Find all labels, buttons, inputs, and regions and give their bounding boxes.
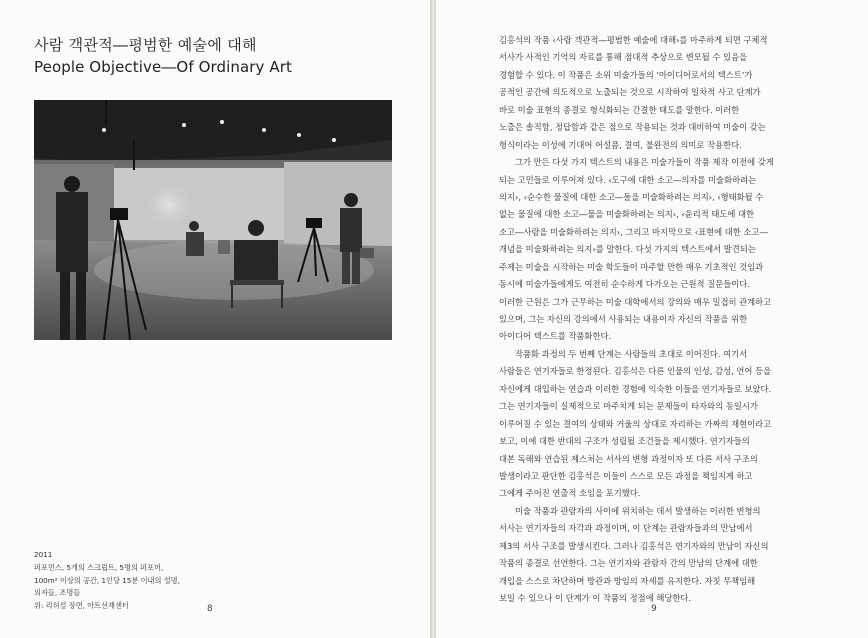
text-line: 없는 물질에 대한 소고―물을 미술화하려는 의지›, ‹윤리적 태도에 대한 [499, 209, 755, 220]
text-line: 서사는 연기자들의 자각과 과정이며, 이 단계는 관람자들과의 만남에서 [499, 523, 753, 534]
caption-line: 100m² 이상의 공간, 1인당 15분 이내의 설명, [34, 575, 180, 585]
photo-caption [34, 549, 180, 613]
page-number: 9 [651, 604, 657, 614]
text-line: 미술 작품과 관람자의 사이에 위치하는 데서 발생하는 이러한 변형의 [515, 505, 761, 516]
text-line: 형식이라는 이성에 기대어 어설픔, 결여, 불완전의 의미로 작용한다. [499, 139, 742, 150]
caption-year: 2011 [34, 550, 53, 559]
text-line: 발생이라고 판단한 김홍석은 이들이 스스로 모든 과정을 책임지게 하고 [499, 470, 753, 481]
text-line: 소고―사람을 미술화하려는 의지›, 그리고 마지막으로 ‹표현에 대한 소고― [499, 226, 768, 237]
text-line: 공적인 공간에 의도적으로 노출되는 것으로 시작하여 일차적 사고 단계가 [499, 87, 761, 98]
text-line: 되는 고민들로 이루어져 있다. ‹도구에 대한 소고―의자를 미술화하려는 [499, 174, 757, 185]
text-line: 그가 만든 다섯 가지 텍스트의 내용은 미술가들이 작품 제작 이전에 갖게 [515, 157, 774, 168]
caption-line: 퍼포먼스, 5개의 스크립트, 5명의 퍼포머, [34, 562, 164, 572]
text-line: 작품의 종결로 선언한다. 그는 연기자와 관람자 간의 만남의 단계에 대한 [499, 558, 758, 569]
text-line: 동시에 미술가들에게도 여전히 순수하게 다가오는 근원적 질문들이다. [499, 279, 750, 290]
text-line: 이루어질 수 있는 결여의 상태와 거울의 상대로 자리하는 가짜의 재현이라고 [499, 418, 772, 429]
text-line: 그에게 주어진 연출적 소임을 포기했다. [499, 488, 641, 499]
text-line: 김홍석의 작품 ‹사람 객관적―평범한 예술에 대해›를 마주하게 되면 구체적 [499, 35, 768, 45]
text-line: 보일 수 있으나 이 단계가 이 작품의 정점에 해당한다. [499, 593, 692, 603]
text-line: 있으며, 그는 자신의 강의에서 사용되는 내용이자 자신의 작품을 위한 [499, 314, 748, 324]
text-line: 바로 미술 표현의 종결로 형식화되는 간결한 태도를 말한다. 이러한 [499, 104, 740, 115]
text-line: 의지›, ‹순수한 물질에 대한 소고―돌을 미술화하려는 의지›, ‹형태화될 수 [499, 191, 764, 202]
title-english: People Objective―Of Ordinary Art [34, 58, 293, 76]
text-line: 작품화 과정의 두 번째 단계는 사람들의 초대로 이어진다. 여기서 [515, 348, 748, 359]
text-line: 자신에게 대입하는 연습과 이러한 경험에 익숙한 이들을 연기자들로 보았다. [499, 383, 772, 394]
text-line: 제3의 서사 구조를 발생시킨다. 그러나 김홍석은 연기자와의 만남이 자신의 [499, 540, 769, 551]
text-line: 서사가 사적인 기억의 자료를 통해 점대적 추상으로 변모될 수 있음을 [499, 52, 748, 63]
performance-photo [34, 100, 392, 340]
text-line: 개입을 스스로 차단하며 방관과 방임의 자세를 유지한다. 자칫 무책임해 [499, 575, 756, 586]
page-number: 8 [207, 604, 213, 614]
text-line: 이러한 근원은 그가 근무하는 미술 대학에서의 강의와 매우 밀접히 관계하고 [499, 296, 772, 307]
left-page [0, 0, 430, 638]
text-line: 아이디어 텍스트를 작품화한다. [499, 331, 612, 342]
caption-line: 위: 리허설 장면, 아트선재센터 [34, 601, 129, 611]
text-line: 주제는 미술을 시작하는 미술 학도들이 마주할 만한 매우 기초적인 것임과 [499, 261, 764, 272]
text-line: 개념을 미술화하려는 의지›를 말한다. 다섯 가지의 텍스트에서 발견되는 [499, 244, 756, 255]
text-line: 대본 독해와 연습된 제스처는 서사의 변형 과정이자 또 다른 서사 구조의 [499, 453, 758, 464]
text-line: 그는 연기자들이 실제적으로 마주치게 되는 문제들이 타자와의 동일시가 [499, 401, 758, 412]
text-line: 노출은 솔직함, 정답함과 같은 점으로 작용되는 것과 대비하여 미술이 갖는 [499, 122, 766, 133]
title-korean: 사람 객관적―평범한 예술에 대해 [34, 36, 257, 54]
text-line: 경험할 수 있다. 이 작품은 소위 미술가들의 ‘아이디어로서의 텍스트’가 [499, 69, 753, 80]
essay-body [499, 32, 811, 607]
text-line: 사람들은 연기자들로 한정된다. 김홍석은 다른 인물의 인성, 감성, 언어 등을 [499, 366, 772, 377]
text-line: 보고, 이에 대한 반대의 구조가 성립될 조건들을 제시했다. 연기자들의 [499, 436, 750, 447]
caption-line: 의자들, 조명들 [34, 588, 81, 598]
